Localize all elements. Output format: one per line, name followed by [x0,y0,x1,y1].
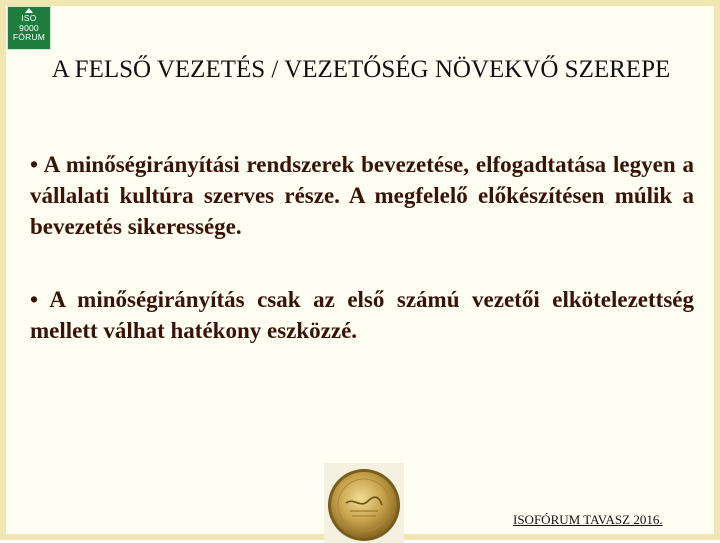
slide-title: A FELSŐ VEZETÉS / VEZETŐSÉG NÖVEKVŐ SZEREPE [51,56,671,83]
footer-text: ISOFÓRUM TAVASZ 2016. [513,512,663,527]
logo-line-1: ISO [21,13,37,23]
bullet-1: • A minőségirányítási rendszerek bevezetése, elfogadtatása legyen a vállalati kultúra szerves része. A megfelelő előkészítésen múlik a bevezetés sikeressége. [30,152,694,239]
medal-image [324,463,404,543]
iso-forum-logo-icon [7,6,51,50]
logo-line-2: 9000 [19,22,39,33]
logo-line-3: FÓRUM [12,32,46,42]
gold-medal-icon [324,463,404,543]
bullet-2: • A minőségirányítás csak az első számú vezetői elkötelezettség mellett válhat hatékony eszközzé. [30,287,694,343]
